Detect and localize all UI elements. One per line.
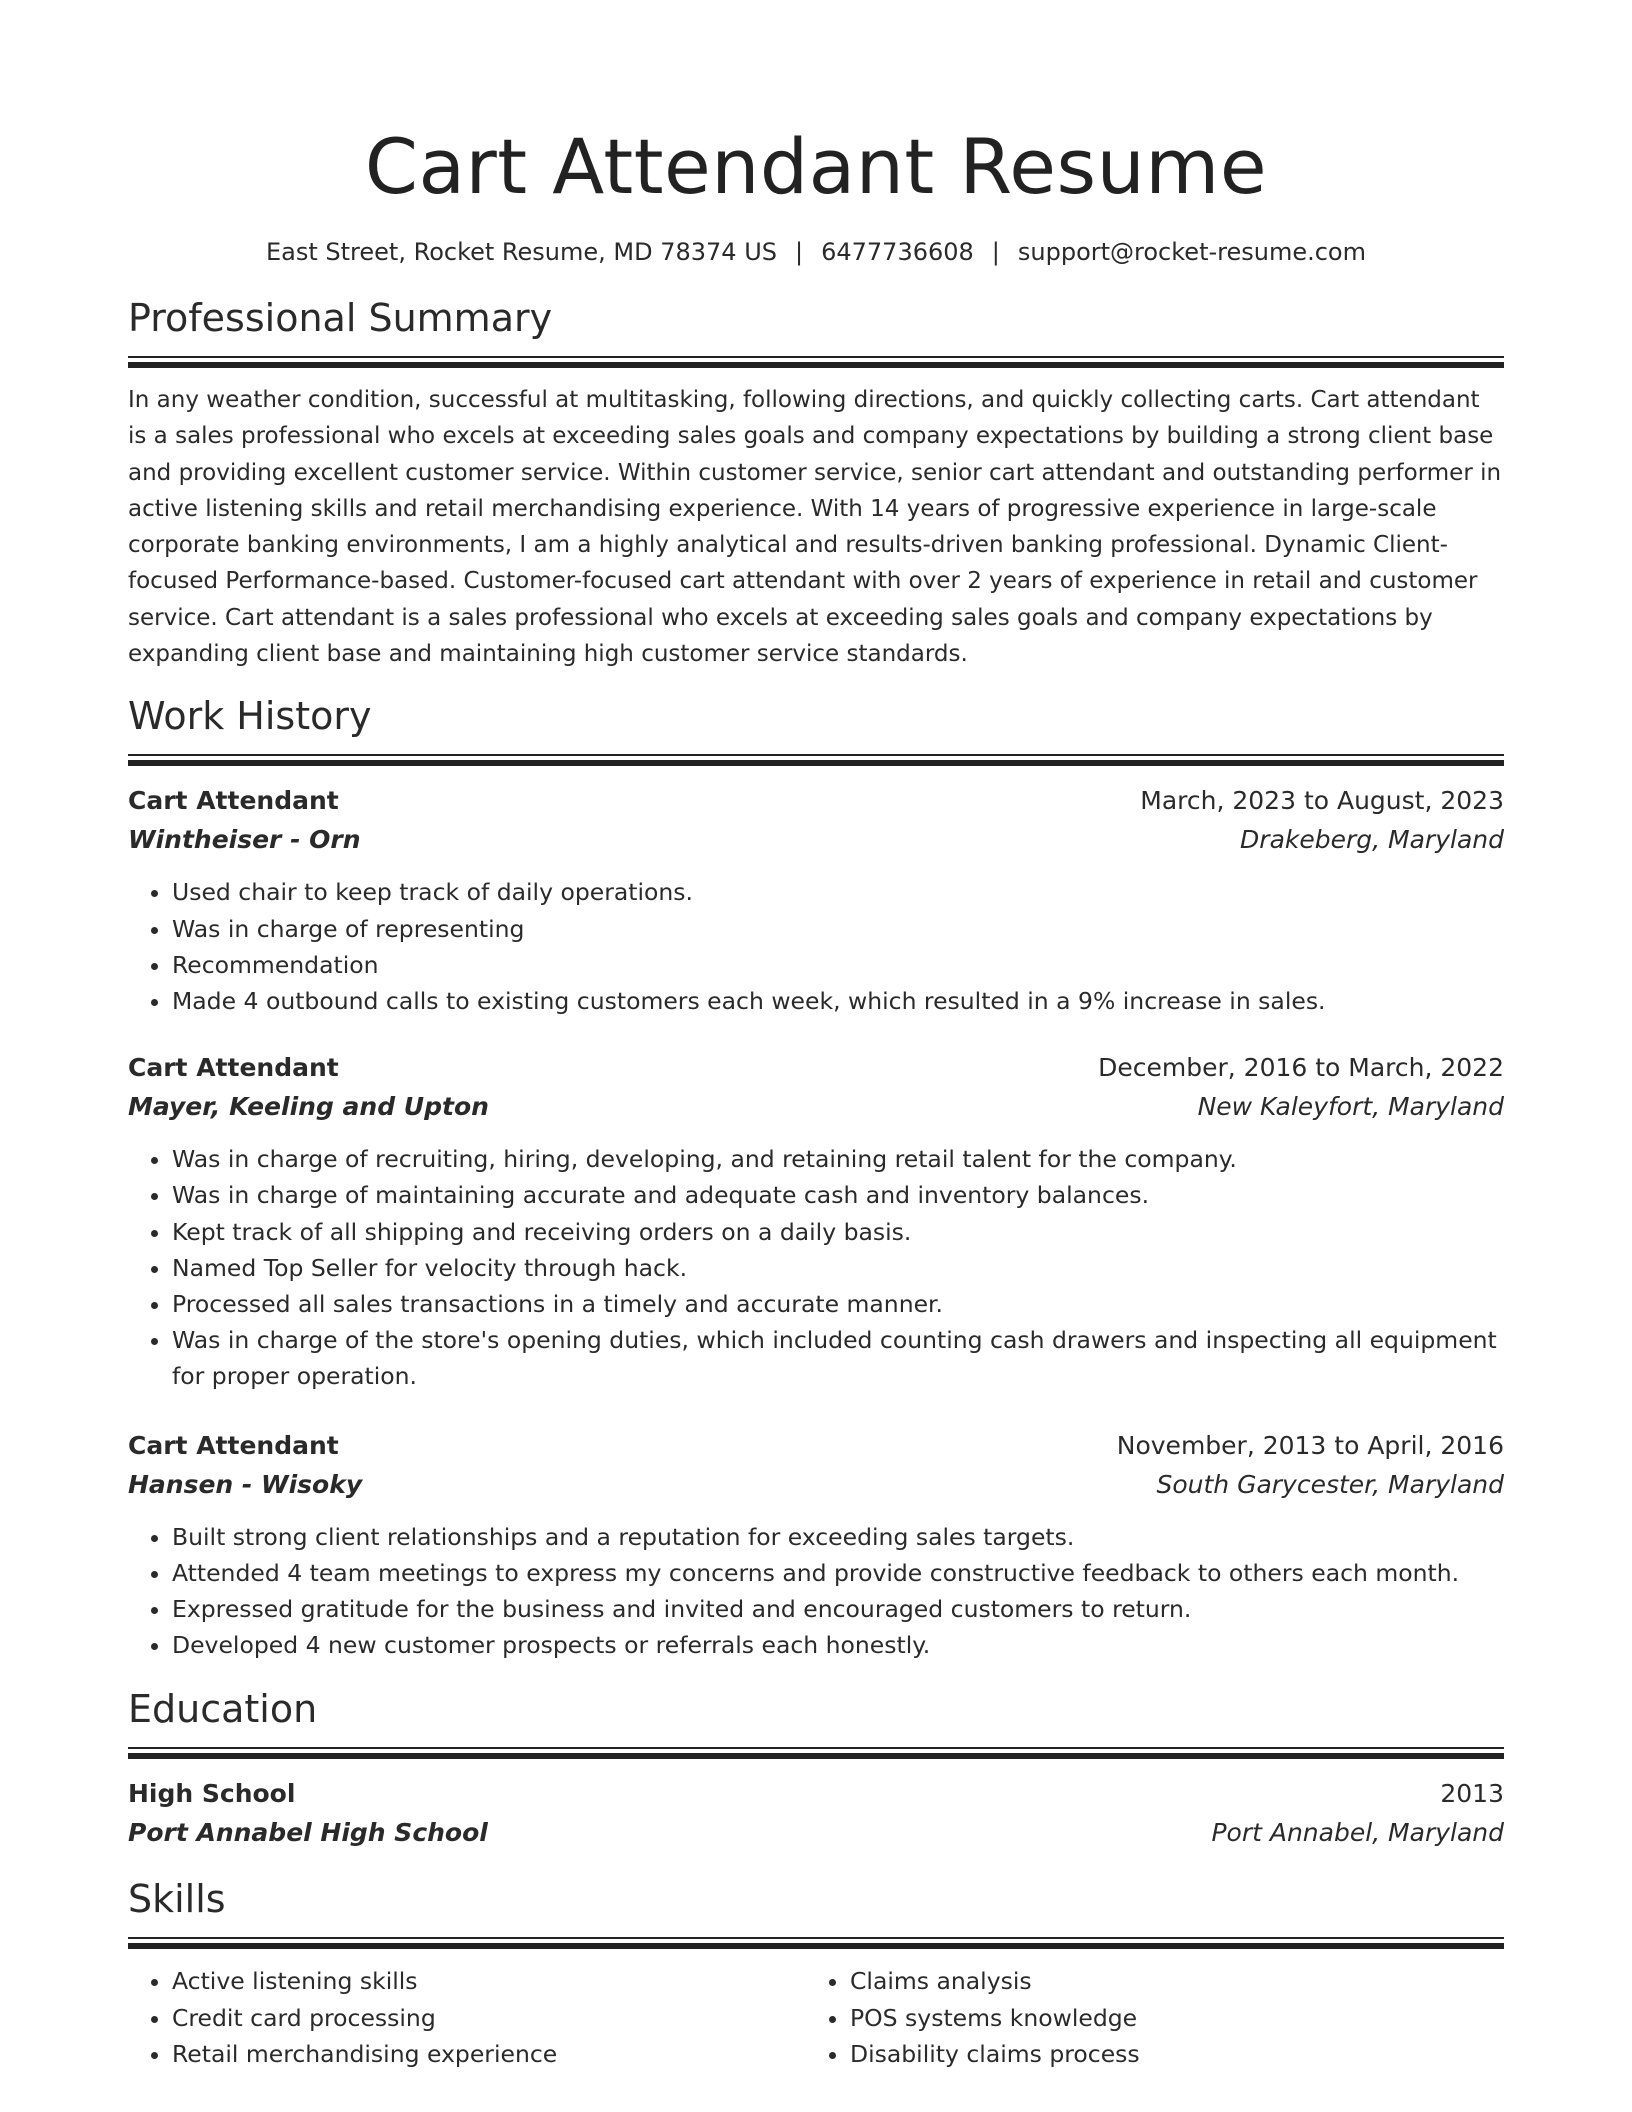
job-location: New Kaleyfort, Maryland [1197,1092,1504,1122]
education-year: 2013 [1440,1779,1504,1809]
job-bullet: • Was in charge of representing [172,911,1504,947]
job-dates: November, 2013 to April, 2016 [1116,1430,1504,1460]
summary-text: In any weather condition, successful at multitasking, following directions, and quickly collecting carts. Cart attendant is a sales professional who excels at exceeding sales goals and company expectations by building a strong client base and providing excellent customer service. Within customer service, senior cart attendant and outstanding performer in active listening skills and retail merchandising experience. With 14 years of progressive experience in large-scale corporate banking environments, I am a highly analytical and results-driven banking professional. Dynamic Client-focused Performance-based. Customer-focused cart attendant with over 2 years of experience in retail and customer service. Cart attendant is a sales professional who excels at exceeding sales goals and company expectations by expanding client base and maintaining high customer service standards. [128,387,1502,668]
contact-phone: 6477736608 [821,238,974,266]
education-degree: High School [128,1779,296,1809]
summary-section [128,294,1504,672]
work-section [128,692,1504,1663]
resume-title: Cart Attendant Resume [364,122,1268,211]
contact-separator: | [795,238,804,266]
resume-page [128,0,1504,2072]
job-entry [128,1427,1504,1664]
skill-item: • Active listening skills [172,1963,806,1999]
job-company: Hansen - Wisoky [128,1469,363,1499]
job-bullet: • Used chair to keep track of daily operations. [172,874,1504,910]
education-school: Port Annabel High School [128,1818,488,1848]
skills-columns [128,1963,1504,2072]
section-divider [128,1747,1504,1759]
job-dates: December, 2016 to March, 2022 [1098,1053,1504,1083]
section-divider [128,356,1504,368]
job-bullet: • Kept track of all shipping and receiving orders on a daily basis. [172,1214,1504,1250]
job-bullets [128,1519,1504,1664]
section-divider [128,754,1504,766]
education-section [128,1685,1504,1853]
job-bullets [128,874,1504,1019]
skills-heading: Skills [128,1877,226,1922]
job-bullet: • Built strong client relationships and a reputation for exceeding sales targets. [172,1519,1504,1555]
contact-separator: | [991,238,1000,266]
job-title: Cart Attendant [128,1430,339,1460]
job-bullet: • Was in charge of the store's opening duties, which included counting cash drawers and inspecting all equipment for proper operation. [172,1322,1504,1394]
job-company: Wintheiser - Orn [128,825,361,855]
contact-address: East Street, Rocket Resume, MD 78374 US [266,238,777,266]
skill-item: • Disability claims process [850,2036,1484,2072]
skill-item: • POS systems knowledge [850,2000,1484,2036]
summary-heading: Professional Summary [128,296,553,340]
job-dates: March, 2023 to August, 2023 [1140,786,1504,816]
job-entry [128,782,1504,1019]
job-bullet: • Processed all sales transactions in a timely and accurate manner. [172,1286,1504,1322]
education-heading: Education [128,1687,318,1732]
job-bullet: • Was in charge of recruiting, hiring, developing, and retaining retail talent for the company. [172,1141,1504,1177]
job-entry [128,1049,1504,1394]
job-bullet: • Expressed gratitude for the business and invited and encouraged customers to return. [172,1591,1504,1627]
job-bullet: • Made 4 outbound calls to existing customers each week, which resulted in a 9% increase in sales. [172,983,1504,1019]
job-title: Cart Attendant [128,1053,339,1083]
job-location: Drakeberg, Maryland [1240,825,1504,855]
job-location: South Garycester, Maryland [1156,1469,1504,1499]
job-bullet: • Named Top Seller for velocity through hack. [172,1250,1504,1286]
skills-list-left [128,1963,806,2072]
skills-section [128,1875,1504,2072]
job-bullet: • Attended 4 team meetings to express my concerns and provide constructive feedback to others each month. [172,1555,1504,1591]
contact-line [128,236,1504,268]
job-title: Cart Attendant [128,786,339,816]
job-company: Mayer, Keeling and Upton [128,1092,489,1122]
job-bullet: • Was in charge of maintaining accurate and adequate cash and inventory balances. [172,1177,1504,1213]
job-bullets [128,1141,1504,1394]
education-entry [128,1775,1504,1853]
contact-email: support@rocket-resume.com [1017,238,1366,266]
skill-item: • Retail merchandising experience [172,2036,806,2072]
job-bullet: • Recommendation [172,947,1504,983]
skill-item: • Credit card processing [172,2000,806,2036]
job-bullet: • Developed 4 new customer prospects or referrals each honestly. [172,1627,1504,1663]
education-location: Port Annabel, Maryland [1211,1818,1504,1848]
skills-list-right [806,1963,1484,2072]
section-divider [128,1937,1504,1949]
skill-item: • Claims analysis [850,1963,1484,1999]
work-heading: Work History [128,694,372,739]
